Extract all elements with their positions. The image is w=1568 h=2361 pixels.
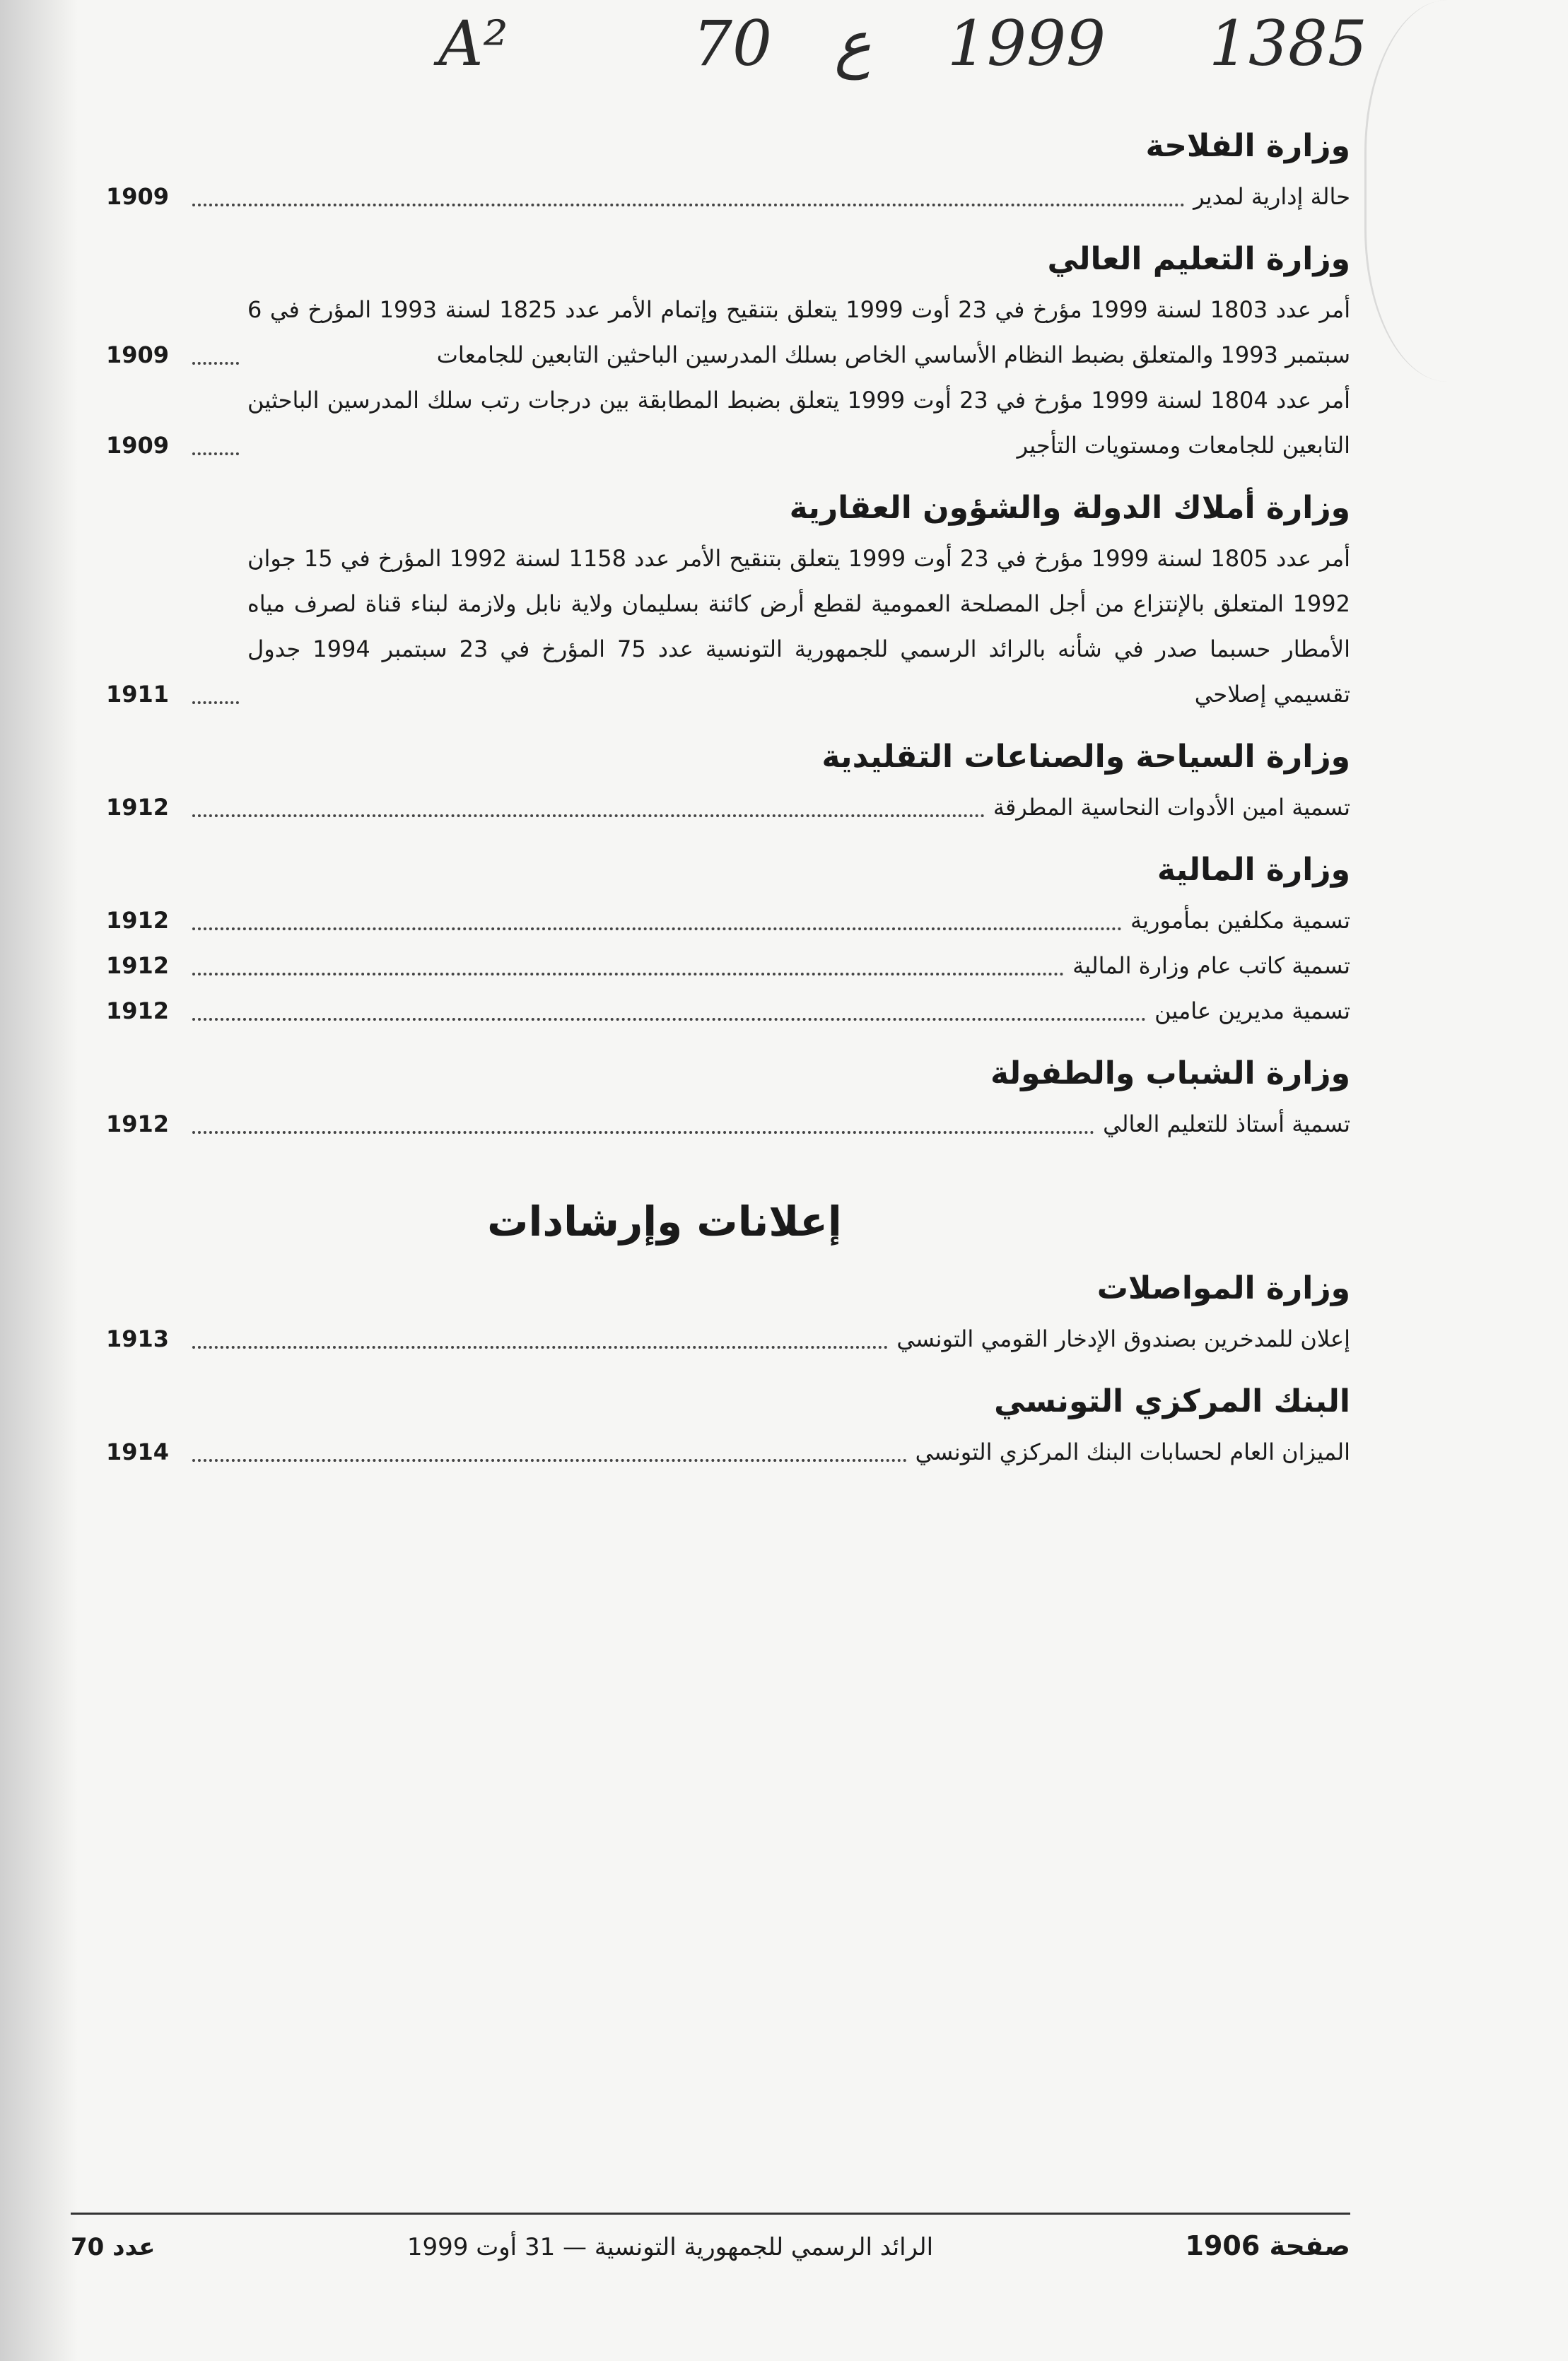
page-number: 1912 xyxy=(106,907,170,934)
page-number: 1912 xyxy=(106,952,170,979)
toc-section xyxy=(106,1267,1350,1361)
handwritten-ref-e: 1385 xyxy=(1209,7,1367,80)
dot-leader xyxy=(192,814,985,817)
page-number: 1909 xyxy=(106,341,170,368)
page-footer xyxy=(71,2213,1350,2261)
entry-text: إعلان للمدخرين بصندوق الإدخار القومي التونسي xyxy=(896,1325,1350,1352)
page-number: 1912 xyxy=(106,1111,170,1137)
toc-entry xyxy=(106,1429,1350,1475)
dot-leader xyxy=(192,973,1064,976)
handwritten-reference xyxy=(438,7,1428,92)
entry-text: تسمية مديرين عامين xyxy=(1154,997,1350,1024)
entry-text: حالة إدارية لمدير xyxy=(1193,183,1350,210)
page-number: 1909 xyxy=(106,432,170,459)
entry-text: الميزان العام لحسابات البنك المركزي التونسي xyxy=(915,1439,1350,1465)
page-number: 1912 xyxy=(106,997,170,1024)
toc-entry xyxy=(106,377,1350,468)
toc-entry xyxy=(106,287,1350,377)
toc-section xyxy=(106,848,1350,1033)
toc-entry xyxy=(106,1101,1350,1147)
footer-page-label: صفحة 1906 xyxy=(1185,2230,1350,2261)
dot-leader xyxy=(192,204,1185,206)
ministry-title: وزارة التعليم العالي xyxy=(1047,241,1350,277)
toc-entry xyxy=(106,536,1350,717)
dot-leader xyxy=(192,362,239,365)
entry-text: تسمية مكلفين بمأمورية xyxy=(1130,907,1350,934)
dot-leader xyxy=(192,927,1122,930)
dot-leader xyxy=(192,452,239,455)
ministry-title: وزارة المواصلات xyxy=(1096,1270,1350,1306)
dot-leader xyxy=(192,1018,1146,1021)
page-number: 1911 xyxy=(106,681,170,708)
toc-section xyxy=(106,735,1350,830)
ministry-title: البنك المركزي التونسي xyxy=(994,1383,1350,1419)
ministry-title: وزارة السياحة والصناعات التقليدية xyxy=(821,739,1350,775)
ministry-title: وزارة أملاك الدولة والشؤون العقارية xyxy=(789,490,1350,526)
page-number: 1914 xyxy=(106,1439,170,1465)
entry-text: تسمية امين الأدوات النحاسية المطرقة xyxy=(993,794,1350,821)
dot-leader xyxy=(192,701,239,704)
handwritten-ref-b: 70 xyxy=(693,7,772,80)
toc-entry xyxy=(106,174,1350,219)
toc-entry xyxy=(106,1316,1350,1361)
page-number: 1913 xyxy=(106,1325,170,1352)
handwritten-ref-c: ع xyxy=(834,7,872,80)
ministry-title: وزارة الشباب والطفولة xyxy=(990,1055,1350,1091)
dot-leader xyxy=(192,1459,907,1462)
page-number: 1909 xyxy=(106,183,170,210)
entry-text: أمر عدد 1804 لسنة 1999 مؤرخ في 23 أوت 1999 يتعلق بضبط المطابقة بين درجات رتب سلك المدرسين الباحثين التابعين للجامعات ومستويات التأجير xyxy=(247,387,1351,459)
toc-section xyxy=(106,124,1350,219)
ministry-title: وزارة الفلاحة xyxy=(1145,128,1350,164)
toc-section xyxy=(106,486,1350,717)
footer-issue: عدد 70 xyxy=(71,2233,156,2261)
entry-text: تسمية أستاذ للتعليم العالي xyxy=(1103,1111,1350,1137)
page-edge-shadow xyxy=(0,0,78,2361)
table-of-contents xyxy=(106,106,1350,1475)
announcements-heading: إعلانات وإرشادات xyxy=(487,1197,842,1246)
toc-entry xyxy=(106,943,1350,988)
entry-text: أمر عدد 1803 لسنة 1999 مؤرخ في 23 أوت 1999 يتعلق بتنقيح وإتمام الأمر عدد 1825 لسنة 1993 المؤرخ في 6 سبتمبر 1993 والمتعلق بضبط النظام الأساسي الخاص بسلك المدرسين الباحثين التابعين للجامعات xyxy=(247,296,1351,368)
handwritten-ref-a: A² xyxy=(438,7,508,80)
dot-leader xyxy=(192,1131,1094,1134)
page-number: 1912 xyxy=(106,794,170,821)
toc-entry xyxy=(106,898,1350,943)
toc-entry xyxy=(106,988,1350,1033)
dot-leader xyxy=(192,1346,888,1349)
entry-text: أمر عدد 1805 لسنة 1999 مؤرخ في 23 أوت 1999 يتعلق بتنقيح الأمر عدد 1158 لسنة 1992 المؤرخ في 15 جوان 1992 المتعلق بالإنتزاع من أجل المصلحة العمومية لقطع أرض كائنة بسليمان ولاية نابل ولازمة لبناء قناة لصرف مياه الأمطار حسبما صدر في شأنه بالرائد الرسمي للجمهورية التونسية عدد 75 المؤرخ في 23 سبتمبر 1994 جدول تقسيمي إصلاحي xyxy=(247,545,1351,708)
toc-section xyxy=(106,1380,1350,1475)
toc-section xyxy=(106,238,1350,468)
toc-section xyxy=(106,1052,1350,1147)
handwritten-ref-d: 1999 xyxy=(947,7,1106,80)
entry-text: تسمية كاتب عام وزارة المالية xyxy=(1072,952,1350,979)
footer-publication: الرائد الرسمي للجمهورية التونسية — 31 أوت 1999 xyxy=(406,2233,934,2261)
ministry-title: وزارة المالية xyxy=(1157,852,1350,888)
toc-entry xyxy=(106,785,1350,830)
